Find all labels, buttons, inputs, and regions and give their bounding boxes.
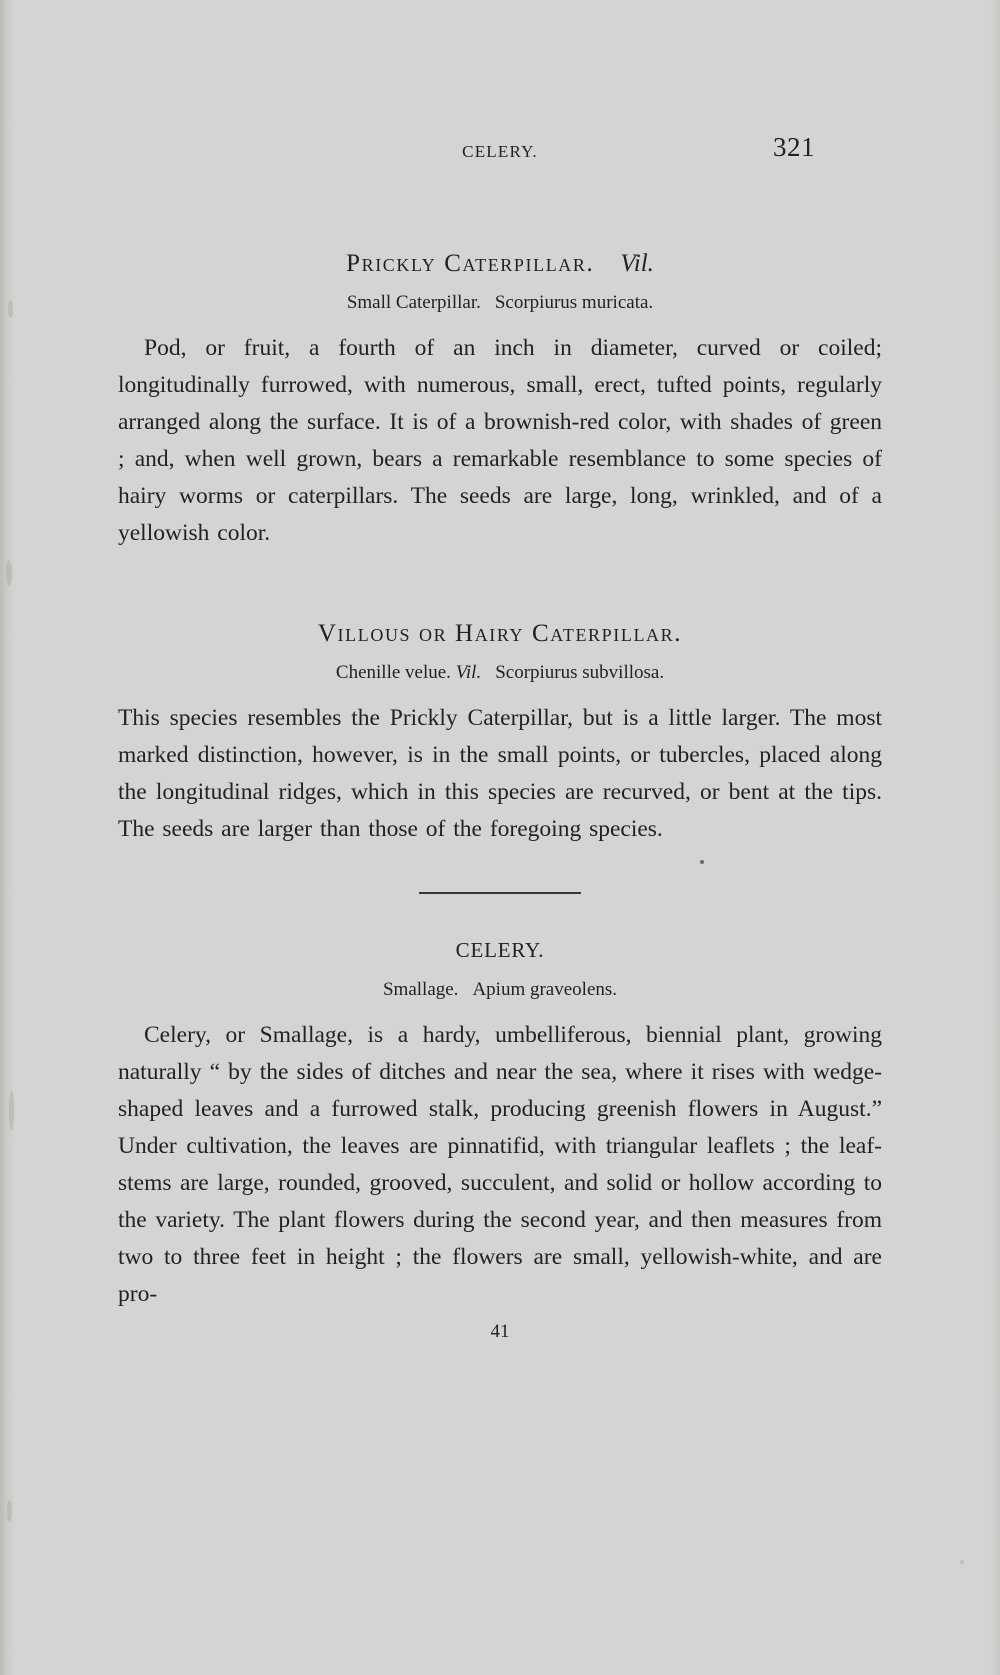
section-subheading (118, 979, 882, 1001)
section-heading-text: Villous or Hairy Caterpillar. (317, 620, 683, 647)
subheading-latin-name: Apium graveolens. (472, 979, 618, 1000)
section-heading (118, 620, 882, 648)
running-head (0, 132, 1000, 168)
section-divider-area (118, 852, 882, 938)
section-villous-caterpillar (118, 620, 882, 848)
scan-artifact (8, 300, 13, 318)
scan-artifact (9, 1090, 14, 1130)
section-prickly-caterpillar (118, 250, 882, 552)
section-celery (118, 938, 882, 1313)
subheading-authority: Vil. (455, 662, 482, 683)
subheading-common-name: Smallage. (382, 979, 459, 1000)
section-subheading (118, 292, 882, 314)
section-heading-authority: Vil. (620, 250, 654, 277)
page-number: 321 (773, 132, 815, 162)
horizontal-rule (419, 892, 581, 894)
scan-artifact (6, 560, 12, 586)
paragraph: This species resembles the Prickly Caterpillar, but is a little larger. The most marked distinction, however, is in the small points, or tubercles, placed along the longitudinal ridges, which in this species are recurved, or bent at the tips. The seeds are larger than those of the foregoing species. (118, 705, 882, 842)
section-heading-text: Prickly Caterpillar. (346, 250, 595, 277)
paragraph: Celery, or Smallage, is a hardy, umbelliferous, biennial plant, growing naturally “ by the sides of ditches and near the sea, where it rises with wedge-shaped leaves and a furrowed stalk, producing greenish flowers in August.” Under cultivation, the leaves are pinnatifid, with triangular leaflets ; the leaf-stems are large, rounded, grooved, succulent, and solid or hollow according to the variety. The plant flowers during the second year, and then measures from two to three feet in height ; the flowers are small, yellowish-white, and are pro- (118, 1022, 882, 1307)
running-head-title: CELERY. (462, 142, 538, 161)
subheading-latin-name: Scorpiurus muricata. (494, 292, 654, 313)
section-spacer (118, 556, 882, 620)
section-subheading (118, 662, 882, 684)
section-heading (118, 250, 882, 278)
ink-speck (700, 860, 704, 864)
page-body (118, 250, 882, 1343)
subheading-latin-name: Scorpiurus subvillosa. (495, 662, 665, 683)
paragraph: Pod, or fruit, a fourth of an inch in diameter, curved or coiled; longitudinally furrowed, with numerous, small, erect, tufted points, regularly arranged along the surface. It is of a brownish-red color, with shades of green ; and, when well grown, bears a remarkable resemblance to some species of hairy worms or caterpillars. The seeds are large, long, wrinkled, and of a yellowish color. (118, 335, 882, 546)
scan-artifact (960, 1560, 964, 1564)
signature-mark: 41 (490, 1321, 510, 1342)
section-heading: CELERY. (455, 938, 545, 962)
scan-artifact (7, 1500, 12, 1522)
subheading-common-name: Chenille velue. (335, 662, 451, 683)
subheading-common-name: Small Caterpillar. (346, 292, 481, 313)
